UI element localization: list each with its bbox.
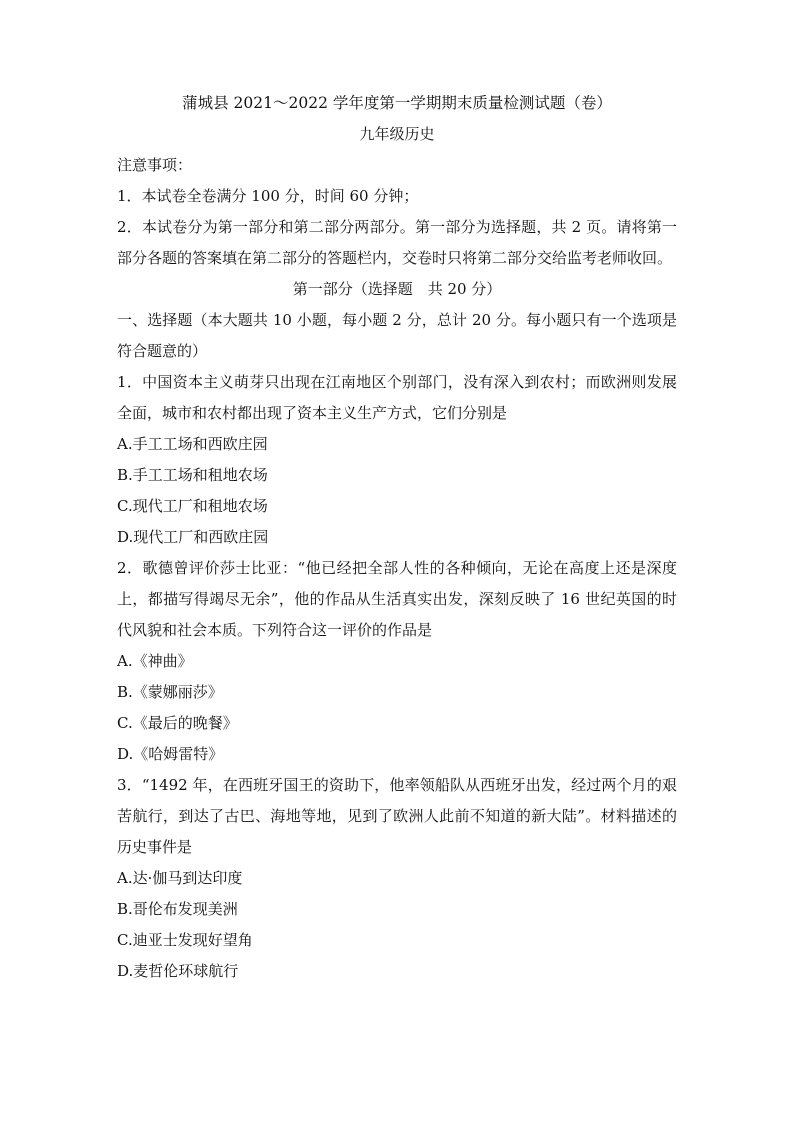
- question-stem: 1．中国资本主义萌芽只出现在江南地区个别部门，没有深入到农村；而欧洲则发展全面，城市和农村都出现了资本主义生产方式，它们分别是: [117, 373, 677, 422]
- notes-item-1: 1．本试卷全卷满分 100 分，时间 60 分钟；: [117, 187, 419, 205]
- option-a: A.手工工场和西欧庄园: [117, 435, 268, 453]
- question-stem: 2．歌德曾评价莎士比亚：“他已经把全部人性的各种倾向，无论在高度上还是深度上，都描写得竭尽无余”，他的作品从生活真实出发，深刻反映了 16 世纪英国的时代风貌和社会本质。下列符合这一评价的作品是: [117, 559, 677, 639]
- option-d: D.现代工厂和西欧庄园: [117, 528, 269, 546]
- option-c: C.现代工厂和租地农场: [117, 497, 268, 515]
- exam-title: 蒲城县 2021～2022 学年度第一学期期末质量检测试题（卷）: [182, 94, 612, 112]
- option-d: D.麦哲伦环球航行: [117, 962, 239, 980]
- question-2: [117, 553, 677, 770]
- option-c: C.迪亚士发现好望角: [117, 931, 253, 949]
- question-1: [117, 367, 677, 553]
- option-b: B.手工工场和租地农场: [117, 466, 268, 484]
- notes-heading: 注意事项：: [117, 156, 193, 174]
- part1-heading: 第一部分（选择题 共 20 分）: [292, 280, 502, 298]
- option-d: D.《哈姆雷特》: [117, 745, 224, 763]
- exam-page: [117, 88, 677, 987]
- option-b: B.《蒙娜丽莎》: [117, 683, 223, 701]
- option-a: A.《神曲》: [117, 652, 193, 670]
- option-b: B.哥伦布发现美洲: [117, 900, 238, 918]
- option-a: A.达·伽马到达印度: [117, 869, 243, 887]
- notes-item-2: 2．本试卷分为第一部分和第二部分两部分。第一部分为选择题，共 2 页。请将第一部分各题的答案填在第二部分的答题栏内，交卷时只将第二部分交给监考老师收回。: [117, 218, 677, 267]
- exam-subtitle: 九年级历史: [359, 125, 435, 143]
- question-stem: 3．“1492 年，在西班牙国王的资助下，他率领船队从西班牙出发，经过两个月的艰苦航行，到达了古巴、海地等地，见到了欧洲人此前不知道的新大陆”。材料描述的历史事件是: [117, 776, 677, 856]
- question-3: [117, 770, 677, 987]
- part1-instruction: 一、选择题（本大题共 10 小题，每小题 2 分，总计 20 分。每小题只有一个选项是符合题意的）: [117, 311, 677, 360]
- option-c: C.《最后的晚餐》: [117, 714, 238, 732]
